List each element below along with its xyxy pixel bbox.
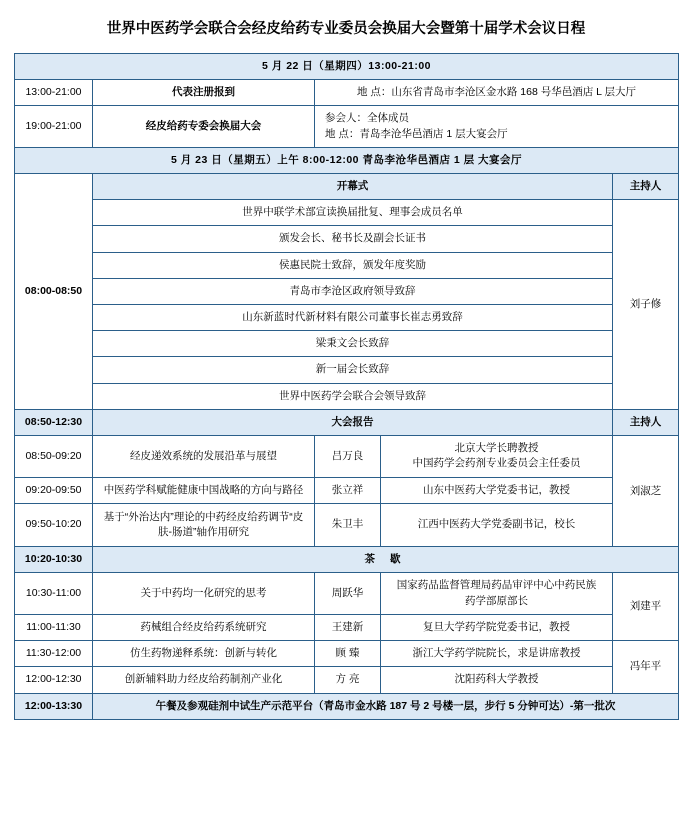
- day1-row2-time: 19:00-21:00: [15, 106, 93, 147]
- table-row: [15, 106, 679, 147]
- table-row: [15, 53, 679, 79]
- table-row: [15, 667, 679, 693]
- opening-time: 08:00-08:50: [15, 173, 93, 409]
- report-topic: 经皮递效系统的发展沿革与展望: [93, 436, 315, 477]
- table-row: [15, 383, 679, 409]
- report-band-label: 大会报告: [93, 409, 613, 435]
- table-row: [15, 252, 679, 278]
- report-affiliation: 复旦大学药学院党委书记，教授: [381, 614, 613, 640]
- table-row: [15, 357, 679, 383]
- table-row: [15, 147, 679, 173]
- report-band-host-header: 主持人: [613, 409, 679, 435]
- report-affiliation-line2: 药学部原部长: [465, 594, 528, 607]
- report-host: 刘建平: [613, 573, 679, 641]
- report-speaker: 张立祥: [315, 477, 381, 503]
- opening-item: 梁秉文会长致辞: [93, 331, 613, 357]
- report-time: 09:50-10:20: [15, 503, 93, 546]
- report-time: 10:30-11:00: [15, 573, 93, 614]
- opening-item: 新一届会长致辞: [93, 357, 613, 383]
- table-row: [15, 331, 679, 357]
- report-time: 11:00-11:30: [15, 614, 93, 640]
- table-row: [15, 305, 679, 331]
- report-affiliation: [381, 436, 613, 477]
- report-speaker: 周跃华: [315, 573, 381, 614]
- lunch-label: 午餐及参观硅剂中试生产示范平台（青岛市金水路 187 号 2 号楼一层，步行 5 分钟可达）-第一批次: [93, 693, 679, 719]
- report-speaker: 顾 臻: [315, 641, 381, 667]
- opening-host: 刘子修: [613, 200, 679, 410]
- day1-row2-detail-line2: 地 点：青岛李沧华邑酒店 1 层大宴会厅: [325, 127, 508, 140]
- opening-item: 青岛市李沧区政府领导致辞: [93, 278, 613, 304]
- report-topic: 关于中药均一化研究的思考: [93, 573, 315, 614]
- report-speaker: 朱卫丰: [315, 503, 381, 546]
- opening-section-label: 开幕式: [93, 173, 613, 199]
- day1-band: 5 月 22 日（星期四）13:00-21:00: [15, 53, 679, 79]
- lunch-time: 12:00-13:30: [15, 693, 93, 719]
- report-affiliation-line2: 中国药学会药剂专业委员会主任委员: [412, 457, 581, 470]
- report-host: 刘淑芝: [613, 436, 679, 547]
- table-row: [15, 436, 679, 477]
- report-time: 12:00-12:30: [15, 667, 93, 693]
- opening-item: 侯惠民院士致辞，颁发年度奖励: [93, 252, 613, 278]
- opening-host-header: 主持人: [613, 173, 679, 199]
- day1-row1-time: 13:00-21:00: [15, 80, 93, 106]
- report-host: 冯年平: [613, 641, 679, 693]
- table-row: [15, 547, 679, 573]
- table-row: [15, 503, 679, 546]
- report-topic: 中医药学科赋能健康中国战略的方向与路径: [93, 477, 315, 503]
- table-row: [15, 614, 679, 640]
- day2-band: 5 月 23 日（星期五）上午 8:00-12:00 青岛李沧华邑酒店 1 层 大宴会厅: [15, 147, 679, 173]
- opening-item: 世界中联学术部宣读换届批复、理事会成员名单: [93, 200, 613, 226]
- report-time: 08:50-09:20: [15, 436, 93, 477]
- table-row: [15, 641, 679, 667]
- table-row: [15, 693, 679, 719]
- table-row: [15, 573, 679, 614]
- report-affiliation-line1: 北京大学长聘教授: [454, 442, 539, 455]
- table-row: [15, 477, 679, 503]
- table-row: [15, 409, 679, 435]
- report-speaker: 吕万良: [315, 436, 381, 477]
- table-row: [15, 200, 679, 226]
- day1-row1-detail: 地 点：山东省青岛市李沧区金水路 168 号华邑酒店 L 层大厅: [315, 80, 679, 106]
- report-topic: 药械组合经皮给药系统研究: [93, 614, 315, 640]
- report-topic: 仿生药物递释系统：创新与转化: [93, 641, 315, 667]
- schedule-table: [14, 53, 679, 720]
- report-speaker: 王建新: [315, 614, 381, 640]
- report-affiliation-line1: 国家药品监督管理局药品审评中心中药民族: [396, 579, 597, 592]
- report-speaker: 方 亮: [315, 667, 381, 693]
- report-topic: 基于“外治达内”理论的中药经皮给药调节“皮肤-肠道”轴作用研究: [93, 503, 315, 546]
- report-time: 09:20-09:50: [15, 477, 93, 503]
- report-topic: 创新辅料助力经皮给药制剂产业化: [93, 667, 315, 693]
- report-affiliation: [381, 573, 613, 614]
- break-label: 茶 歇: [93, 547, 679, 573]
- table-row: [15, 173, 679, 199]
- opening-item: 山东新蓝时代新材料有限公司董事长崔志勇致辞: [93, 305, 613, 331]
- report-affiliation: 浙江大学药学院院长，求是讲席教授: [381, 641, 613, 667]
- opening-item: 世界中医药学会联合会领导致辞: [93, 383, 613, 409]
- page-title: 世界中医药学会联合会经皮给药专业委员会换届大会暨第十届学术会议日程: [106, 21, 586, 37]
- day1-row1-topic: 代表注册报到: [93, 80, 315, 106]
- report-time: 11:30-12:00: [15, 641, 93, 667]
- report-band-time: 08:50-12:30: [15, 409, 93, 435]
- table-row: [15, 226, 679, 252]
- report-affiliation: 沈阳药科大学教授: [381, 667, 613, 693]
- report-affiliation: 山东中医药大学党委书记，教授: [381, 477, 613, 503]
- report-affiliation: 江西中医药大学党委副书记，校长: [381, 503, 613, 546]
- day1-row2-detail-line1: 参会人：全体成员: [325, 112, 409, 125]
- opening-item: 颁发会长、秘书长及副会长证书: [93, 226, 613, 252]
- table-row: [15, 278, 679, 304]
- table-row: [15, 80, 679, 106]
- day1-row2-detail: [315, 106, 679, 147]
- break-time: 10:20-10:30: [15, 547, 93, 573]
- day1-row2-topic: 经皮给药专委会换届大会: [93, 106, 315, 147]
